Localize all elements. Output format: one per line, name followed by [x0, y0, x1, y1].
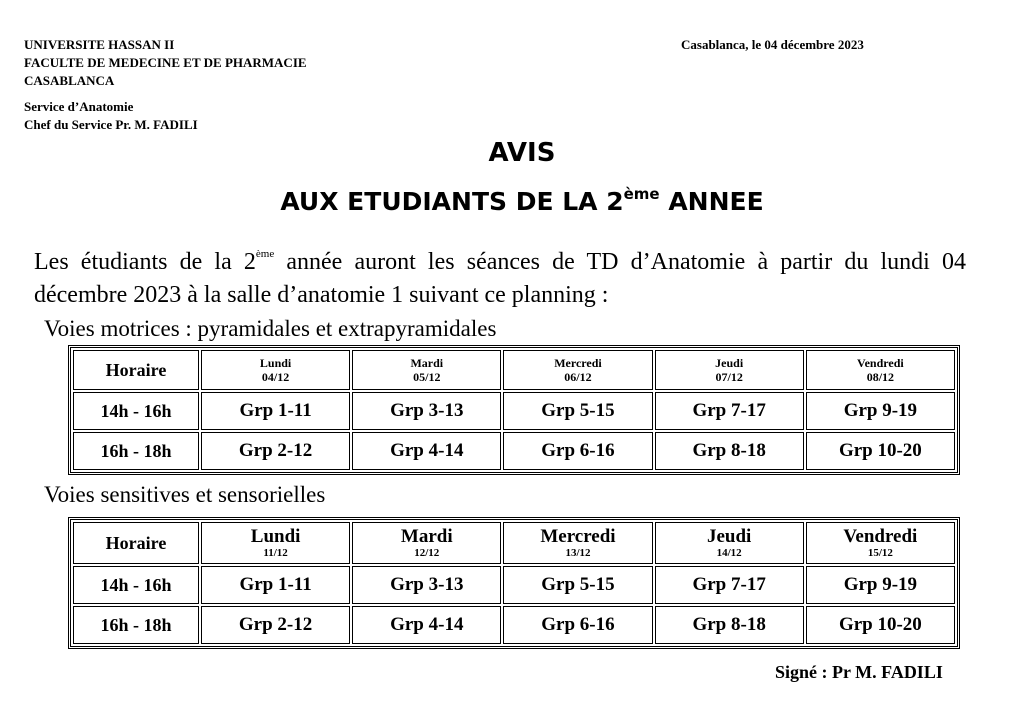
day-header: Mercredi 13/12 — [503, 522, 652, 564]
group-cell: Grp 3-13 — [352, 566, 501, 604]
city-name: CASABLANCA — [24, 73, 115, 88]
document-date: Casablanca, le 04 décembre 2023 — [681, 37, 864, 52]
day-header: Mercredi 06/12 — [503, 350, 652, 390]
group-cell: Grp 6-16 — [503, 606, 652, 644]
horaire-header: Horaire — [73, 350, 199, 390]
group-cell: Grp 4-14 — [352, 432, 501, 470]
group-cell: Grp 1-11 — [201, 392, 350, 430]
university-name: UNIVERSITE HASSAN II — [24, 37, 175, 52]
intro-paragraph — [34, 238, 966, 312]
group-cell: Grp 8-18 — [655, 606, 804, 644]
institution-header — [24, 36, 307, 134]
time-slot: 14h - 16h — [73, 566, 199, 604]
subtitle-superscript: ème — [623, 185, 660, 203]
signature: Signé : Pr M. FADILI — [775, 662, 943, 682]
day-header: Lundi 11/12 — [201, 522, 350, 564]
service-chief: Chef du Service Pr. M. FADILI — [24, 117, 198, 132]
notice-subtitle — [0, 185, 1024, 216]
service-name: Service d’Anatomie — [24, 99, 134, 114]
time-slot: 16h - 18h — [73, 432, 199, 470]
group-cell: Grp 4-14 — [352, 606, 501, 644]
day-header: Vendredi 15/12 — [806, 522, 955, 564]
group-cell: Grp 5-15 — [503, 392, 652, 430]
table-row — [73, 392, 955, 430]
intro-text-end: année auront les séances de TD d’Anatomie à partir du lundi 04 décembre 2023 à la salle d’anatomie 1 suivant ce planning : — [34, 249, 966, 308]
group-cell: Grp 3-13 — [352, 392, 501, 430]
horaire-header: Horaire — [73, 522, 199, 564]
table-row — [73, 566, 955, 604]
intro-text-start: Les étudiants de la 2 — [34, 249, 256, 275]
group-cell: Grp 10-20 — [806, 606, 955, 644]
notice-title: AVIS — [488, 138, 556, 168]
table-header-row — [73, 522, 955, 564]
group-cell: Grp 8-18 — [655, 432, 804, 470]
time-slot: 14h - 16h — [73, 392, 199, 430]
day-header: Mardi 05/12 — [352, 350, 501, 390]
group-cell: Grp 5-15 — [503, 566, 652, 604]
day-header: Lundi 04/12 — [201, 350, 350, 390]
day-header: Vendredi 08/12 — [806, 350, 955, 390]
faculty-name: FACULTE DE MEDECINE ET DE PHARMACIE — [24, 55, 307, 70]
group-cell: Grp 1-11 — [201, 566, 350, 604]
group-cell: Grp 2-12 — [201, 606, 350, 644]
section-title-motor: Voies motrices : pyramidales et extrapyramidales — [44, 316, 497, 341]
table-row — [73, 432, 955, 470]
schedule-table-motor — [68, 345, 960, 475]
group-cell: Grp 6-16 — [503, 432, 652, 470]
intro-superscript: ème — [255, 248, 275, 260]
day-header: Mardi 12/12 — [352, 522, 501, 564]
group-cell: Grp 7-17 — [655, 392, 804, 430]
subtitle-text-start: AUX ETUDIANTS DE LA 2 — [280, 187, 624, 216]
time-slot: 16h - 18h — [73, 606, 199, 644]
group-cell: Grp 10-20 — [806, 432, 955, 470]
day-header: Jeudi 07/12 — [655, 350, 804, 390]
day-header: Jeudi 14/12 — [655, 522, 804, 564]
group-cell: Grp 2-12 — [201, 432, 350, 470]
schedule-table-sensory — [68, 517, 960, 649]
table-row — [73, 606, 955, 644]
group-cell: Grp 9-19 — [806, 392, 955, 430]
group-cell: Grp 7-17 — [655, 566, 804, 604]
table-header-row — [73, 350, 955, 390]
subtitle-text-end: ANNEE — [659, 187, 764, 216]
group-cell: Grp 9-19 — [806, 566, 955, 604]
section-title-sensory: Voies sensitives et sensorielles — [44, 482, 326, 507]
